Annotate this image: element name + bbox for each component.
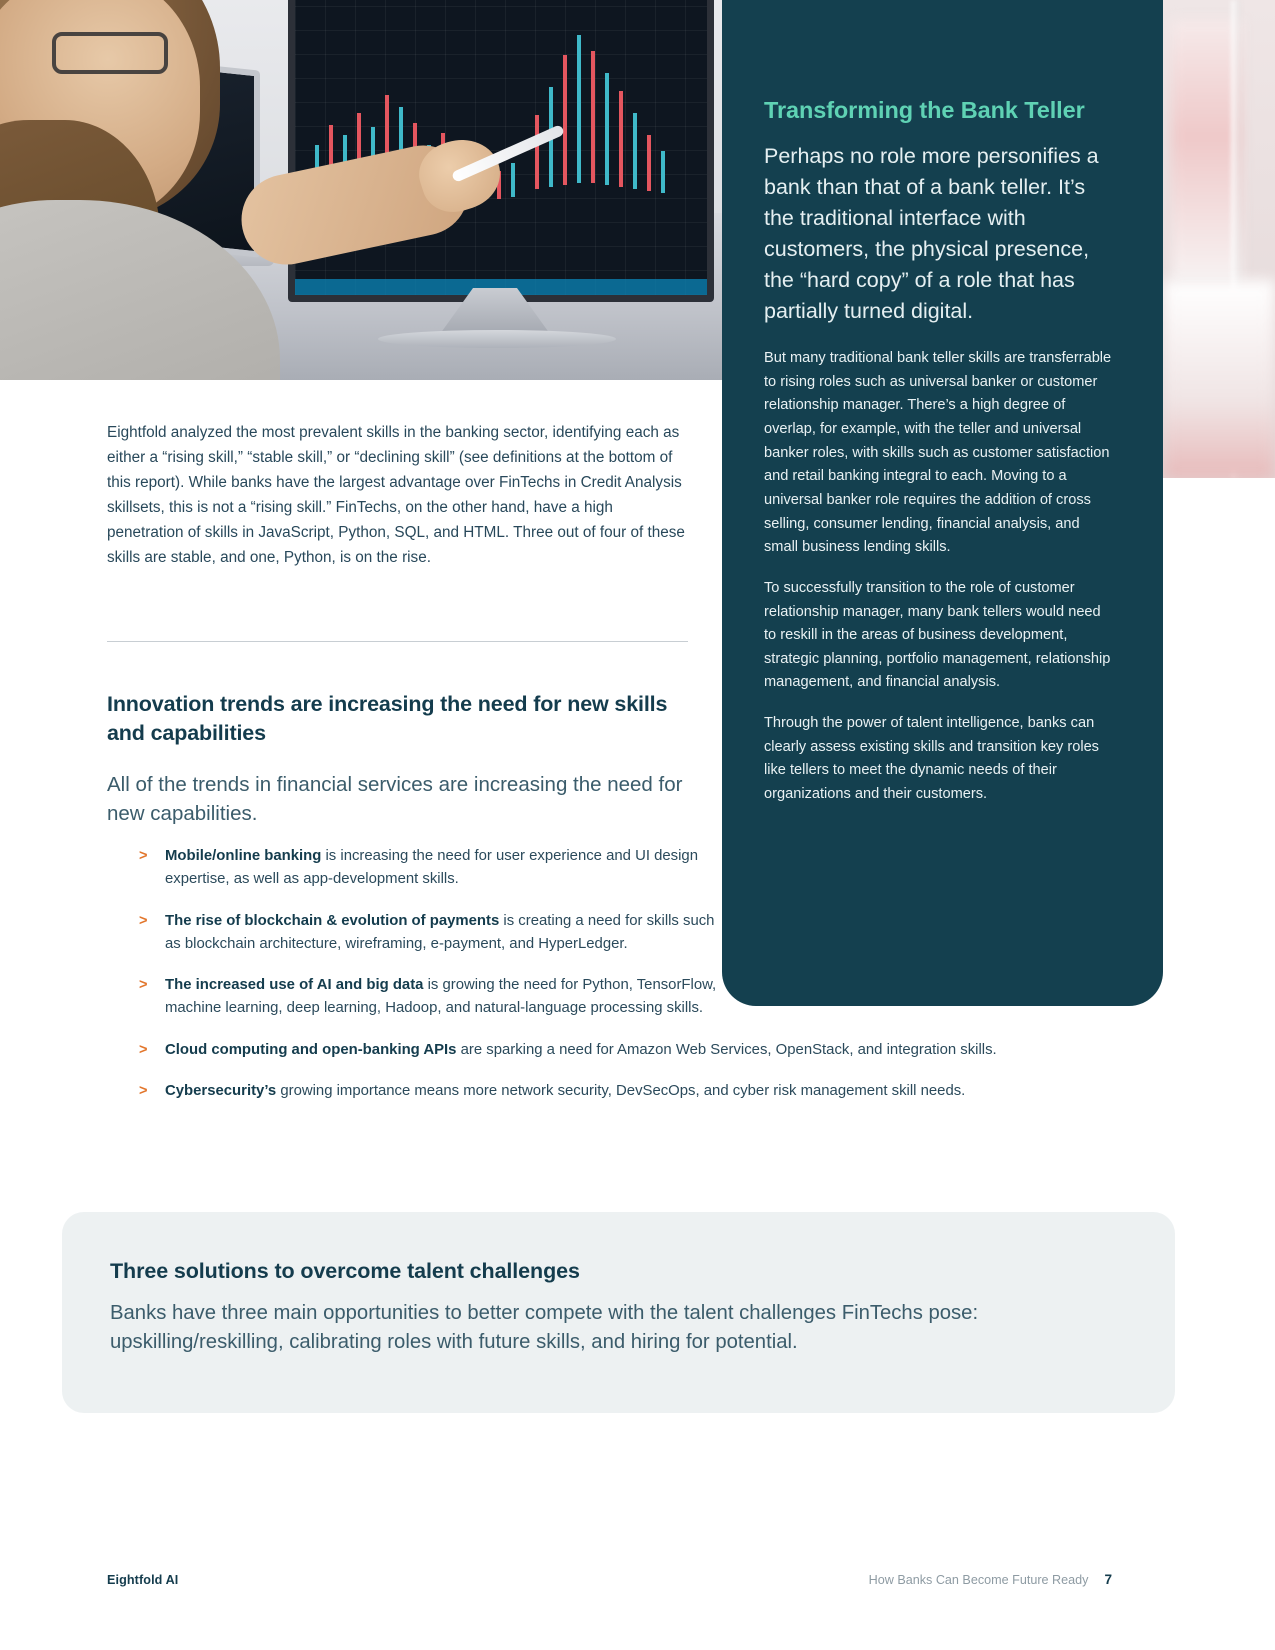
- list-item: [139, 910, 725, 957]
- card-title: Three solutions to overcome talent challenges: [110, 1259, 580, 1283]
- panel-lead-paragraph: Perhaps no role more personifies a bank than that of a bank teller. It’s the traditional interface with customers, the physical presence, the “hard copy” of a role that has partially turned digital.: [764, 144, 1099, 324]
- footer-brand: Eightfold AI: [107, 1573, 179, 1587]
- panel-paragraph-3: Through the power of talent intelligence, banks can clearly assess existing skills and transition key roles like tellers to meet the dynamic needs of their organizations and their customers.: [764, 715, 1099, 802]
- innovation-trends-list: [139, 845, 1114, 1103]
- chevron-right-icon: >: [139, 848, 148, 864]
- list-item-text: growing importance means more network security, DevSecOps, and cyber risk management skill needs.: [276, 1082, 966, 1099]
- list-item-lead: The rise of blockchain & evolution of payments: [165, 912, 500, 929]
- intro-section: [107, 421, 692, 571]
- intro-paragraph: Eightfold analyzed the most prevalent skills in the banking sector, identifying each as either a “rising skill,” “stable skill,” or “declining skill” (see definitions at the bottom of this report). While banks have the largest advantage over FinTechs in Credit Analysis skillsets, this is not a “rising skill.” FinTechs, on the other hand, have a high penetration of skills in JavaScript, Python, SQL, and HTML. Three out of four of these skills are stable, and one, Python, is on the rise.: [107, 424, 685, 566]
- section-divider: [107, 641, 688, 642]
- section-subheading: All of the trends in financial services are increasing the need for new capabilities.: [107, 773, 683, 826]
- footer-page-number: 7: [1104, 1572, 1112, 1587]
- list-item-text: are sparking a need for Amazon Web Services, OpenStack, and integration skills.: [456, 1041, 997, 1058]
- chevron-right-icon: >: [139, 977, 148, 993]
- list-item-text: is growing the need for Python, TensorFlow, machine learning, deep learning, Hadoop, and natural-language processing skills.: [165, 977, 717, 1017]
- page-footer: [107, 1572, 1112, 1587]
- list-item: [139, 974, 725, 1021]
- photo-monitor-foot: [378, 330, 616, 348]
- list-item-lead: Cloud computing and open-banking APIs: [165, 1041, 457, 1058]
- photo-office-window: [1163, 0, 1275, 478]
- list-item: [139, 1039, 1114, 1062]
- glasses-icon: [52, 32, 168, 74]
- footer-right-group: [869, 1572, 1112, 1587]
- panel-title: Transforming the Bank Teller: [764, 97, 1085, 123]
- panel-paragraph-1: But many traditional bank teller skills are transferrable to rising roles such as universal banker or customer relationship manager. There’s a high degree of overlap, for example, with the teller and universal banker roles, with skills such as customer satisfaction and retail banking integral to each. Moving to a universal banker role requires the addition of cross selling, consumer lending, financial analysis, and small business lending skills.: [764, 350, 1112, 556]
- list-item-lead: Cybersecurity’s: [165, 1082, 277, 1099]
- chevron-right-icon: >: [139, 1041, 148, 1058]
- card-text: Banks have three main opportunities to better compete with the talent challenges FinTechs pose: upskilling/reskilling, calibrating roles with future skills, and hiring for potential.: [110, 1302, 979, 1354]
- list-item: [139, 1080, 1114, 1103]
- panel-paragraph-2: To successfully transition to the role of customer relationship manager, many bank tellers would need to reskill in the areas of business development, strategic planning, portfolio management, relationship management, and financial analysis.: [764, 579, 1111, 691]
- photo-window-blur-bottom: [1163, 280, 1275, 478]
- list-item-lead: Mobile/online banking: [165, 848, 322, 864]
- chevron-right-icon: >: [139, 912, 148, 929]
- chevron-right-icon: >: [139, 1082, 148, 1099]
- list-item-text: is creating a need for skills such as blockchain architecture, wireframing, e-payment, and HyperLedger.: [165, 912, 715, 952]
- photo-woman-at-desk: [0, 0, 728, 380]
- three-solutions-card: [62, 1212, 1175, 1413]
- page-title: Innovation trends are increasing the need for new skills and capabilities: [107, 692, 668, 746]
- list-item-lead: The increased use of AI and big data: [165, 977, 424, 993]
- list-item-text: is increasing the need for user experience and UI design expertise, as well as app-development skills.: [165, 848, 698, 888]
- footer-document-title: How Banks Can Become Future Ready: [868, 1573, 1089, 1587]
- list-item: [139, 845, 725, 892]
